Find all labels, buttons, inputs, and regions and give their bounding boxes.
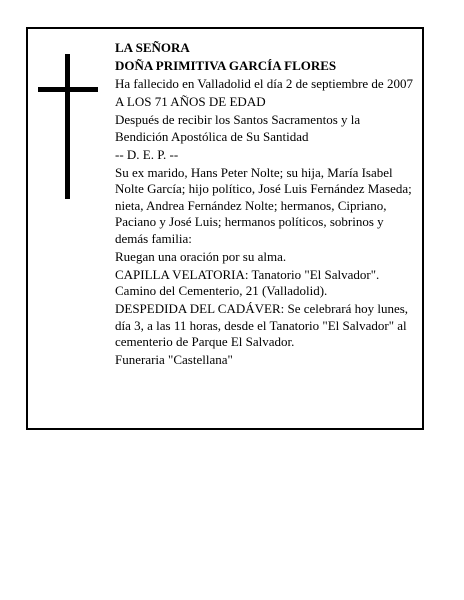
obituary-notice: [26, 27, 424, 430]
prayer-line: Ruegan una oración por su alma.: [115, 248, 287, 264]
cross-vertical-bar: [65, 54, 70, 199]
family-paragraph: Su ex marido, Hans Peter Nolte; su hija, María Isabel Nolte García; hijo político, José Luis Fernández Maseda; nieta, Andrea Fernández Nolte; hermanos, Cipriano, Paciano y José Luis; hermanos políticos, sobrinos y demás familia:: [115, 164, 412, 246]
notice-title-line1: LA SEÑORA: [115, 40, 190, 55]
cross-horizontal-bar: [38, 87, 98, 92]
death-info: Ha fallecido en Valladolid el día 2 de septiembre de 2007: [115, 76, 413, 91]
farewell-info: DESPEDIDA DEL CADÁVER: Se celebrará hoy lunes, día 3, a las 11 horas, desde el Tanatorio "El Salvador" al cementerio de Parque El Salvador.: [115, 301, 409, 349]
notice-text: [115, 40, 415, 370]
age-line: A LOS 71 AÑOS DE EDAD: [115, 94, 266, 109]
deceased-name: DOÑA PRIMITIVA GARCÍA FLORES: [115, 58, 337, 73]
funeral-home: Funeraria "Castellana": [115, 352, 233, 367]
sacraments-line: Después de recibir los Santos Sacramentos y la Bendición Apostólica de Su Santidad: [115, 112, 361, 144]
chapel-info: CAPILLA VELATORIA: Tanatorio "El Salvador". Camino del Cementerio, 21 (Valladolid).: [115, 266, 380, 298]
cross-icon: [38, 54, 98, 199]
rip-line: -- D. E. P. --: [115, 146, 179, 162]
